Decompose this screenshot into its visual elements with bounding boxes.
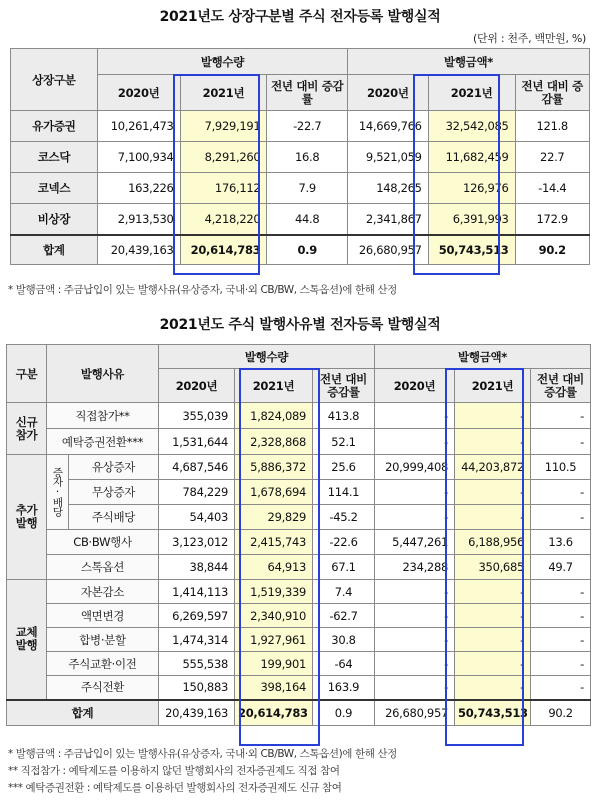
cell-q2020: 10,261,473	[97, 111, 180, 142]
cell-qchg: 25.6	[313, 455, 375, 480]
cell-q2021: 20,614,783	[180, 235, 267, 265]
cell-a2020: 234,288	[375, 555, 455, 580]
row-label: 스톡옵션	[47, 555, 159, 580]
row-label: 직접참가**	[47, 403, 159, 429]
row-label: 합계	[7, 700, 159, 726]
cell-q2021: 398,164	[235, 676, 313, 700]
cell-a2021: -	[455, 676, 531, 700]
table-row	[11, 204, 590, 235]
cell-a2021: -	[455, 628, 531, 652]
cell-qchg: 7.9	[267, 173, 348, 204]
cell-q2021: 2,415,743	[235, 530, 313, 555]
cell-a2021: -	[455, 480, 531, 505]
row-label: 유상증자	[69, 455, 159, 480]
total-row	[11, 235, 590, 265]
table-row	[7, 480, 591, 505]
table-row	[7, 676, 591, 700]
cell-achg: -	[531, 429, 591, 455]
cell-q2020: 1,414,113	[159, 580, 235, 604]
cell-a2021: 126,976	[428, 173, 515, 204]
t2-header-amt: 발행금액*	[375, 345, 591, 369]
group-add: 추가 발행	[7, 455, 47, 580]
table-row	[7, 530, 591, 555]
t2-header-category: 구분	[7, 345, 47, 403]
cell-a2021: 6,188,956	[455, 530, 531, 555]
cell-q2021: 199,901	[235, 652, 313, 676]
cell-q2021: 1,824,089	[235, 403, 313, 429]
table-row	[7, 555, 591, 580]
cell-achg: 90.2	[515, 235, 589, 265]
cell-a2020: 2,341,867	[348, 204, 429, 235]
cell-achg: -	[531, 652, 591, 676]
cell-achg: -	[531, 580, 591, 604]
cell-a2021: 44,203,872	[455, 455, 531, 480]
table-row	[7, 455, 591, 480]
cell-q2021: 1,519,339	[235, 580, 313, 604]
cell-achg: 22.7	[515, 142, 589, 173]
cell-achg: -	[531, 676, 591, 700]
table-row	[7, 604, 591, 628]
cell-a2020: -	[375, 676, 455, 700]
t1-header-qchg: 전년 대비 증감률	[267, 75, 348, 111]
cell-a2020: 14,669,766	[348, 111, 429, 142]
t2-header-q2020: 2020년	[159, 369, 235, 403]
cell-a2021: 50,743,513	[455, 700, 531, 726]
cell-q2020: 150,883	[159, 676, 235, 700]
t1-header-category: 상장구분	[11, 49, 98, 111]
cell-q2021: 1,678,694	[235, 480, 313, 505]
t2-header-qty: 발행수량	[159, 345, 375, 369]
cell-qchg: 0.9	[267, 235, 348, 265]
cell-a2021: 350,685	[455, 555, 531, 580]
table-row	[7, 652, 591, 676]
cell-q2021: 64,913	[235, 555, 313, 580]
cell-a2020: -	[375, 580, 455, 604]
cell-q2020: 7,100,934	[97, 142, 180, 173]
table-row	[7, 580, 591, 604]
t2-header-q2021: 2021년	[235, 369, 313, 403]
t2-header-achg: 전년 대비 증감률	[531, 369, 591, 403]
cell-achg: -	[531, 628, 591, 652]
table2-note-2: ** 직접참가 : 예탁제도를 이용하지 않던 발행회사의 전자증권제도 직접 참여	[8, 765, 340, 777]
cell-a2020: 20,999,408	[375, 455, 455, 480]
cell-a2020: 26,680,957	[348, 235, 429, 265]
cell-q2020: 163,226	[97, 173, 180, 204]
t1-header-q2020: 2020년	[97, 75, 180, 111]
cell-a2020: -	[375, 604, 455, 628]
cell-a2020: -	[375, 628, 455, 652]
cell-q2021: 176,112	[180, 173, 267, 204]
table-row	[7, 628, 591, 652]
cell-a2020: 26,680,957	[375, 700, 455, 726]
group-new: 신규 참가	[7, 403, 47, 455]
t1-header-q2021: 2021년	[180, 75, 267, 111]
t1-header-a2021: 2021년	[428, 75, 515, 111]
cell-q2020: 20,439,163	[159, 700, 235, 726]
cell-a2020: 9,521,059	[348, 142, 429, 173]
cell-a2020: -	[375, 403, 455, 429]
cell-q2021: 20,614,783	[235, 700, 313, 726]
row-label: 자본감소	[47, 580, 159, 604]
cell-q2020: 355,039	[159, 403, 235, 429]
cell-a2021: -	[455, 580, 531, 604]
row-label: 합병·분할	[47, 628, 159, 652]
row-label: CB·BW행사	[47, 530, 159, 555]
cell-achg: 172.9	[515, 204, 589, 235]
row-label: 무상증자	[69, 480, 159, 505]
cell-a2021: 11,682,459	[428, 142, 515, 173]
cell-a2021: -	[455, 604, 531, 628]
table2-note-1: * 발행금액 : 주금납입이 있는 발행사유(유상증자, 국내·외 CB/BW, 스톡옵션)에 한해 산정	[8, 748, 397, 760]
t1-header-amt: 발행금액*	[348, 49, 590, 75]
cell-q2020: 555,538	[159, 652, 235, 676]
table-row	[7, 403, 591, 429]
cell-qchg: 0.9	[313, 700, 375, 726]
cell-a2020: -	[375, 505, 455, 530]
cell-q2021: 2,328,868	[235, 429, 313, 455]
row-label: 비상장	[11, 204, 98, 235]
cell-achg: -	[531, 403, 591, 429]
cell-a2021: -	[455, 652, 531, 676]
subgroup-cell	[47, 455, 69, 530]
cell-q2020: 1,531,644	[159, 429, 235, 455]
cell-achg: -	[531, 480, 591, 505]
cell-a2020: 5,447,261	[375, 530, 455, 555]
cell-qchg: 67.1	[313, 555, 375, 580]
table1-note: * 발행금액 : 주금납입이 있는 발행사유(유상증자, 국내·외 CB/BW, 스톡옵션)에 한해 산정	[8, 284, 397, 296]
cell-achg: 110.5	[531, 455, 591, 480]
group-exch: 교체 발행	[7, 580, 47, 700]
cell-qchg: 163.9	[313, 676, 375, 700]
cell-qchg: 30.8	[313, 628, 375, 652]
t2-header-reason: 발행사유	[47, 345, 159, 403]
cell-a2020: -	[375, 480, 455, 505]
cell-qchg: -22.6	[313, 530, 375, 555]
cell-a2021: -	[455, 505, 531, 530]
cell-achg: 121.8	[515, 111, 589, 142]
row-label: 코스닥	[11, 142, 98, 173]
cell-qchg: -62.7	[313, 604, 375, 628]
cell-q2021: 29,829	[235, 505, 313, 530]
cell-qchg: 114.1	[313, 480, 375, 505]
row-label: 코넥스	[11, 173, 98, 204]
t1-header-a2020: 2020년	[348, 75, 429, 111]
table-row	[11, 173, 590, 204]
cell-achg: -14.4	[515, 173, 589, 204]
cell-achg: 13.6	[531, 530, 591, 555]
t2-header-qchg: 전년 대비 증감률	[313, 369, 375, 403]
table2-note-3: *** 예탁증권전환 : 예탁제도를 이용하던 발행회사의 전자증권제도 신규 참여	[8, 782, 342, 794]
cell-a2021: -	[455, 403, 531, 429]
cell-qchg: 16.8	[267, 142, 348, 173]
cell-achg: 49.7	[531, 555, 591, 580]
cell-a2021: 6,391,993	[428, 204, 515, 235]
table-row	[11, 142, 590, 173]
t2-header-a2020: 2020년	[375, 369, 455, 403]
cell-qchg: 413.8	[313, 403, 375, 429]
cell-achg: 90.2	[531, 700, 591, 726]
cell-qchg: -22.7	[267, 111, 348, 142]
table2-title: 2021년도 주식 발행사유별 전자등록 발행실적	[159, 317, 441, 333]
row-label: 유가증권	[11, 111, 98, 142]
cell-q2020: 2,913,530	[97, 204, 180, 235]
row-label: 예탁증권전환***	[47, 429, 159, 455]
cell-a2021: -	[455, 429, 531, 455]
table-row	[7, 505, 591, 530]
row-label: 주식배당	[69, 505, 159, 530]
cell-qchg: -45.2	[313, 505, 375, 530]
cell-q2021: 5,886,372	[235, 455, 313, 480]
t1-header-qty: 발행수량	[97, 49, 347, 75]
t2-header-a2021: 2021년	[455, 369, 531, 403]
cell-q2020: 20,439,163	[97, 235, 180, 265]
t1-body	[11, 111, 590, 265]
table2	[6, 344, 591, 726]
cell-q2021: 7,929,191	[180, 111, 267, 142]
cell-qchg: 52.1	[313, 429, 375, 455]
cell-a2020: -	[375, 652, 455, 676]
subgroup-add: 증자·배당	[51, 466, 64, 516]
cell-q2021: 8,291,260	[180, 142, 267, 173]
cell-qchg: -64	[313, 652, 375, 676]
table1	[10, 48, 590, 265]
cell-a2021: 50,743,513	[428, 235, 515, 265]
cell-q2021: 4,218,220	[180, 204, 267, 235]
cell-q2020: 3,123,012	[159, 530, 235, 555]
row-label: 주식교환·이전	[47, 652, 159, 676]
table-row	[7, 429, 591, 455]
cell-a2020: 148,265	[348, 173, 429, 204]
table1-unit: (단위 : 천주, 백만원, %)	[472, 32, 586, 45]
cell-achg: -	[531, 505, 591, 530]
cell-q2020: 4,687,546	[159, 455, 235, 480]
cell-q2021: 2,340,910	[235, 604, 313, 628]
row-label: 합계	[11, 235, 98, 265]
cell-a2020: -	[375, 429, 455, 455]
cell-qchg: 7.4	[313, 580, 375, 604]
table-row	[11, 111, 590, 142]
row-label: 액면변경	[47, 604, 159, 628]
t1-header-achg: 전년 대비 증감률	[515, 75, 589, 111]
cell-achg: -	[531, 604, 591, 628]
cell-q2020: 6,269,597	[159, 604, 235, 628]
cell-a2021: 32,542,085	[428, 111, 515, 142]
cell-q2020: 38,844	[159, 555, 235, 580]
cell-q2021: 1,927,961	[235, 628, 313, 652]
cell-q2020: 784,229	[159, 480, 235, 505]
cell-q2020: 54,403	[159, 505, 235, 530]
cell-qchg: 44.8	[267, 204, 348, 235]
row-label: 주식전환	[47, 676, 159, 700]
table1-title: 2021년도 상장구분별 주식 전자등록 발행실적	[159, 9, 441, 25]
cell-q2020: 1,474,314	[159, 628, 235, 652]
total-row	[7, 700, 591, 726]
